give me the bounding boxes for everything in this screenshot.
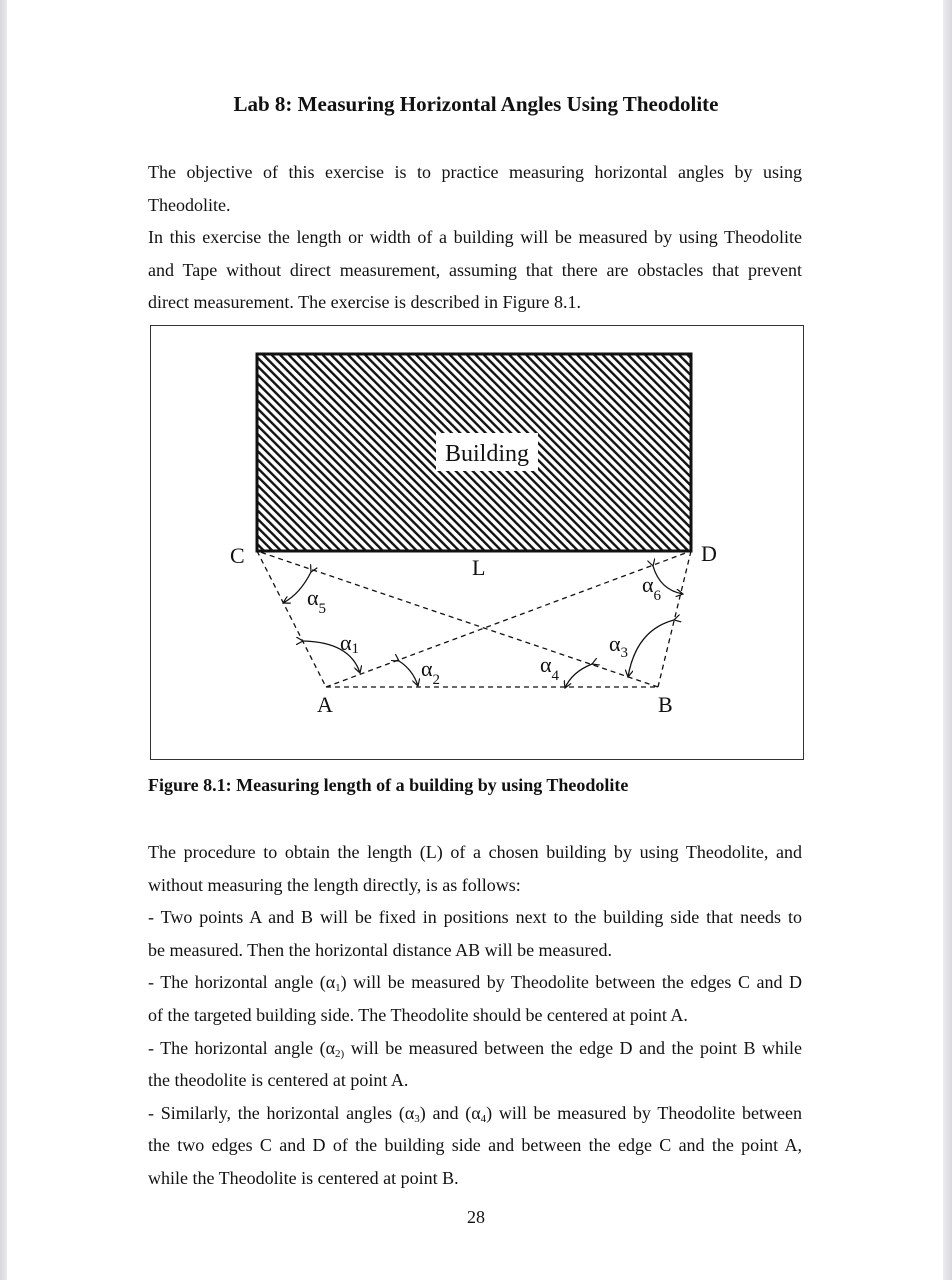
angle-alpha3-label: $\alpha_3$ <box>609 631 629 661</box>
procedure-line: the two edges C and D of the building side and between the edge C and the point A, <box>148 1135 802 1156</box>
figure-caption: Figure 8.1: Measuring length of a building by using Theodolite <box>148 775 629 795</box>
procedure-line: the theodolite is centered at point A. <box>148 1070 409 1091</box>
procedure-line: of the targeted building side. The Theodolite should be centered at point A. <box>148 1004 688 1025</box>
point-d-label: D <box>701 541 717 566</box>
procedure-line: be measured. Then the horizontal distance AB will be measured. <box>148 939 613 960</box>
intro-paragraph <box>148 156 802 319</box>
intro-line: The objective of this exercise is to practice measuring horizontal angles by using <box>148 162 802 182</box>
procedure-line: - Two points A and B will be fixed in positions next to the building side that needs to <box>148 907 802 928</box>
intro-line: and Tape without direct measurement, assuming that there are obstacles that prevent <box>148 259 802 280</box>
page-title: Lab 8: Measuring Horizontal Angles Using Theodolite <box>233 92 719 116</box>
point-c-label: C <box>230 543 245 568</box>
angle-alpha1-label: α1 <box>340 630 360 657</box>
procedure-line: The procedure to obtain the length (L) of a chosen building by using Theodolite, and <box>148 842 802 862</box>
intro-line: In this exercise the length or width of a building will be measured by using Theodolite <box>148 227 802 248</box>
angle-alpha2-label: $\alpha_2$ <box>421 656 441 688</box>
intro-line: Theodolite. <box>148 194 231 215</box>
figure-8-1 <box>150 325 804 760</box>
procedure-step-alpha2: - The horizontal angle ($\alpha_{2)}$ will be measured between the edge D and the point B while <box>148 1037 803 1060</box>
angle-alpha5-label: $\alpha_5$ <box>307 585 327 617</box>
length-l-label: L <box>472 555 486 580</box>
building-label: Building <box>444 441 530 467</box>
procedure-line: while the Theodolite is centered at point B. <box>148 1167 459 1188</box>
angle-alpha6-label: $\alpha_6$ <box>642 572 662 604</box>
angle-alpha4-label: $\alpha_4$ <box>540 652 560 684</box>
point-a-label: A <box>317 692 333 717</box>
point-b-label: B <box>658 692 673 717</box>
page-number: 28 <box>467 1207 485 1227</box>
procedure-step-alpha1: - The horizontal angle $(\alpha_1)$ will be measured by Theodolite between the edges C and D <box>148 972 802 995</box>
page-edge-left <box>0 0 7 1280</box>
theodolite-diagram <box>151 326 803 759</box>
procedure-paragraph <box>148 836 802 1195</box>
intro-line: direct measurement. The exercise is described in Figure 8.1. <box>148 292 582 313</box>
procedure-line: without measuring the length directly, is as follows: <box>148 874 521 895</box>
procedure-step-alpha3-alpha4: - Similarly, the horizontal angles $(\alpha_3)$ and $(\alpha_4)$ will be measured by Theodolite between <box>148 1102 802 1125</box>
page-edge-right <box>943 0 952 1280</box>
